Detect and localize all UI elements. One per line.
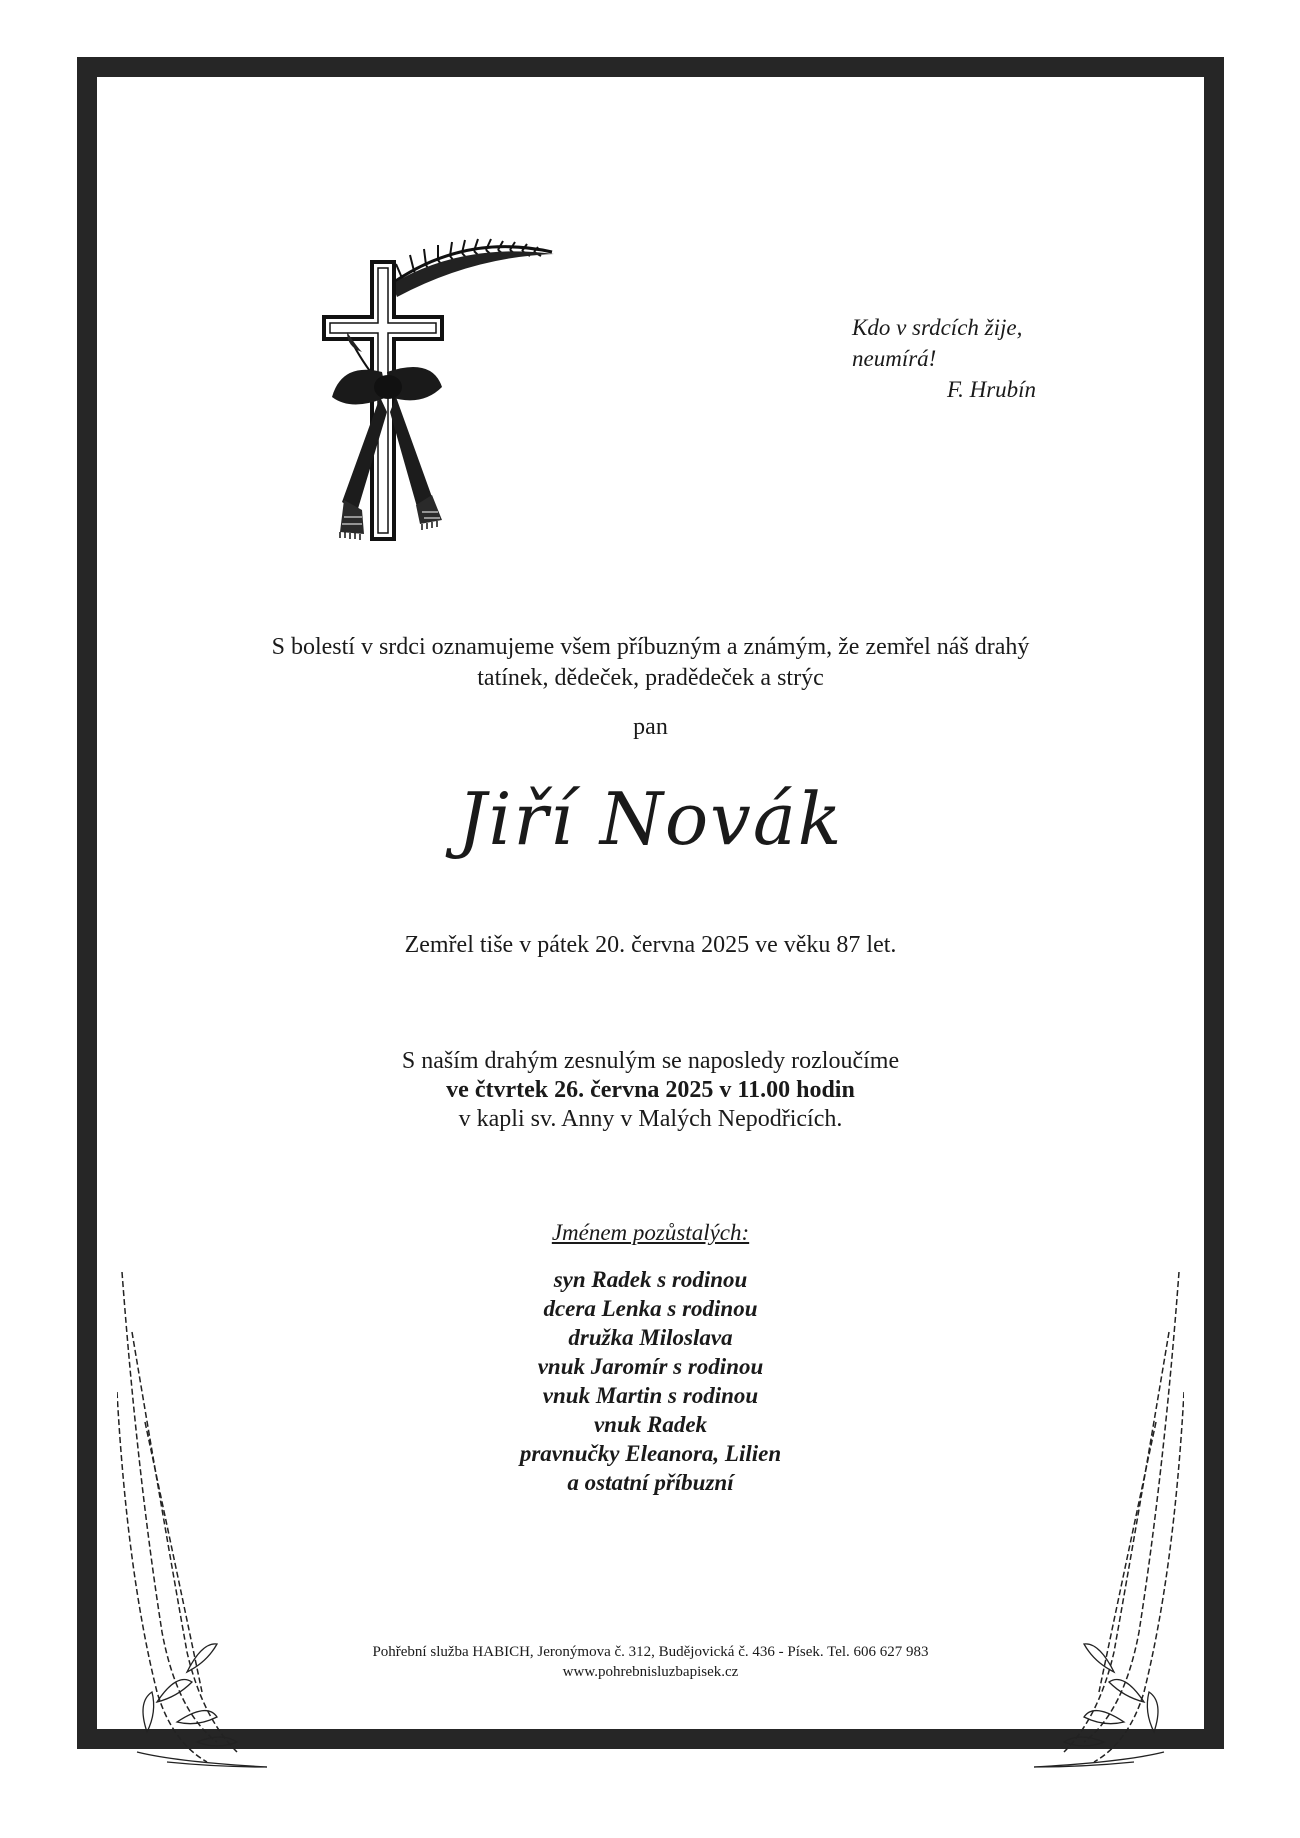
grass-ornament-icon <box>1034 1272 1184 1777</box>
cross-icon <box>292 212 622 552</box>
mourner-item: syn Radek s rodinou <box>553 1267 748 1292</box>
mourner-item: vnuk Jaromír s rodinou <box>537 1354 764 1379</box>
mourner-item: pravnučky Eleanora, Lilien <box>519 1441 782 1466</box>
death-notice: Zemřel tiše v pátek 20. června 2025 ve věku 87 let. <box>404 932 897 958</box>
funeral-date-time: ve čtvrtek 26. června 2025 v 11.00 hodin <box>446 1077 855 1103</box>
plant-ornament-right <box>1034 1272 1184 1777</box>
motto-line-1: Kdo v srdcích žije, <box>852 315 1023 340</box>
funeral-service-website: www.pohrebnisluzbapisek.cz <box>562 1664 739 1680</box>
announcement <box>97 632 1204 694</box>
grass-ornament-icon <box>117 1272 267 1777</box>
motto-line-2: neumírá! <box>852 346 937 371</box>
mourner-item: družka Miloslava <box>568 1325 733 1350</box>
motto-quote <box>852 312 1036 405</box>
funeral-service-address: Pohřební služba HABICH, Jeronýmova č. 312, Budějovická č. 436 - Písek. Tel. 606 627 983 <box>372 1644 929 1660</box>
plant-ornament-left <box>117 1272 267 1777</box>
funeral-info <box>97 1047 1204 1134</box>
motto-author: F. Hrubín <box>947 377 1037 402</box>
mourner-item: dcera Lenka s rodinou <box>543 1296 758 1321</box>
mourner-item: vnuk Radek <box>593 1412 708 1437</box>
announcement-line-2: tatínek, dědeček, pradědeček a strýc <box>477 665 824 691</box>
mourners-title: Jménem pozůstalých: <box>551 1220 750 1245</box>
mourner-item: a ostatní příbuzní <box>567 1470 734 1495</box>
deceased-name: Jiří Novák <box>457 777 844 861</box>
salutation: pan <box>633 714 668 740</box>
mourner-item: vnuk Martin s rodinou <box>542 1383 759 1408</box>
funeral-service-footer <box>97 1642 1204 1682</box>
funeral-line-1: S naším drahým zesnulým se naposledy rozloučíme <box>401 1048 900 1074</box>
obituary-page <box>97 77 1204 1729</box>
announcement-line-1: S bolestí v srdci oznamujeme všem příbuzným a známým, že zemřel náš drahý <box>271 634 1030 660</box>
cross-with-palm-illustration <box>292 212 622 552</box>
funeral-location: v kapli sv. Anny v Malých Nepodřicích. <box>458 1106 843 1132</box>
